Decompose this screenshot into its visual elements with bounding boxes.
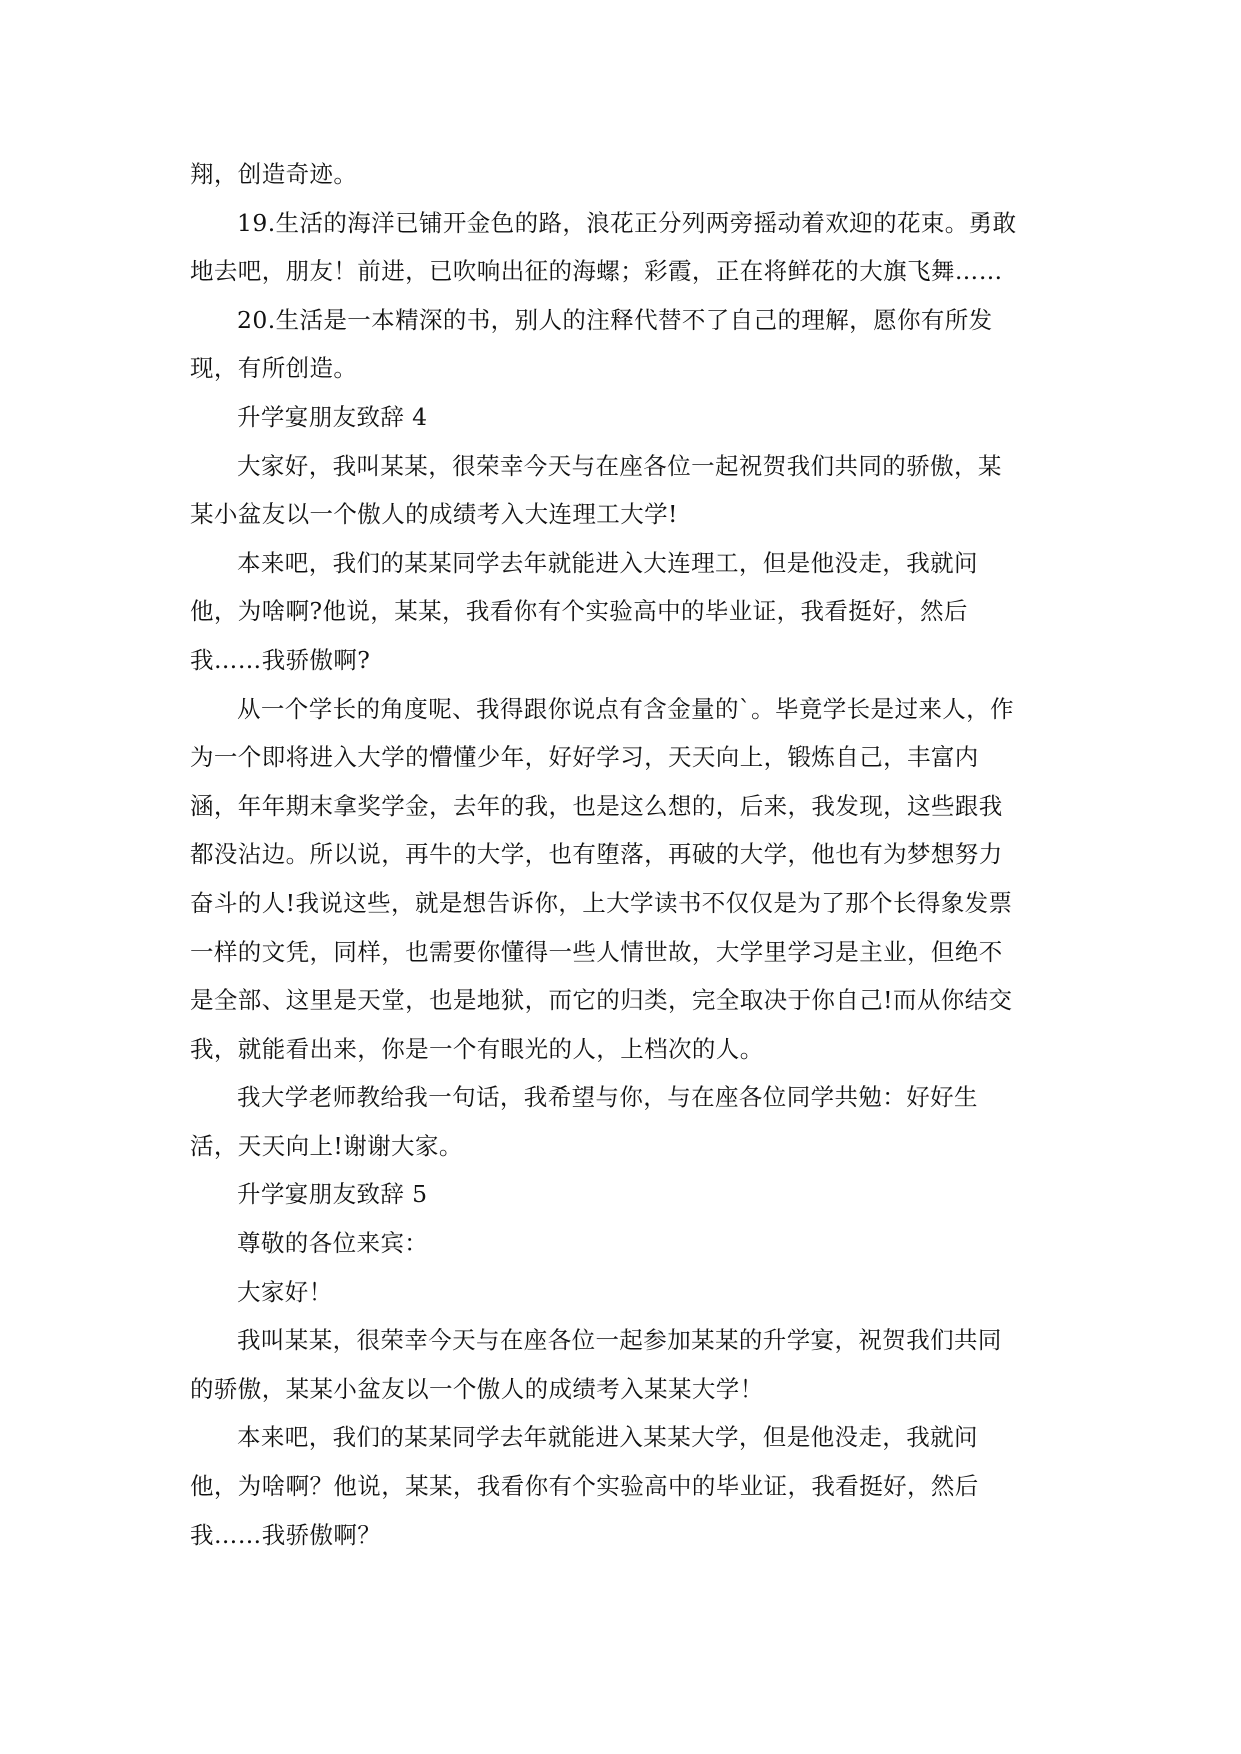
- text-line: 涵，年年期末拿奖学金，去年的我，也是这么想的，后来，我发现，这些跟我: [190, 791, 1003, 820]
- text-line: 我……我骄傲啊?: [190, 645, 371, 674]
- text-line: 现，有所创造。: [190, 354, 358, 383]
- text-line: 我，就能看出来，你是一个有眼光的人，上档次的人。: [190, 1034, 764, 1063]
- text-line: 一样的文凭，同样，也需要你懂得一些人情世故，大学里学习是主业，但绝不: [190, 937, 1003, 966]
- text-line: 升学宴朋友致辞 4: [237, 402, 428, 431]
- text-line: 他，为啥啊？他说，某某，我看你有个实验高中的毕业证，我看挺好，然后: [190, 1472, 979, 1501]
- text-line: 的骄傲，某某小盆友以一个傲人的成绩考入某某大学！: [190, 1374, 764, 1403]
- text-line: 我……我骄傲啊？: [190, 1520, 382, 1549]
- text-line: 某小盆友以一个傲人的成绩考入大连理工大学!: [190, 500, 678, 529]
- text-line: 本来吧，我们的某某同学去年就能进入某某大学，但是他没走，我就问: [237, 1423, 978, 1452]
- text-line: 19.生活的海洋已铺开金色的路，浪花正分列两旁摇动着欢迎的花束。勇敢: [237, 208, 1017, 237]
- text-line: 尊敬的各位来宾：: [237, 1229, 429, 1258]
- text-line: 地去吧，朋友！前进，已吹响出征的海螺；彩霞，正在将鲜花的大旗飞舞……: [190, 257, 1003, 286]
- text-line: 奋斗的人!我说这些，就是想告诉你，上大学读书不仅仅是为了那个长得象发票: [190, 888, 1013, 917]
- text-line: 大家好！: [237, 1277, 333, 1306]
- text-line: 从一个学长的角度呢、我得跟你说点有含金量的`。毕竟学长是过来人，作: [237, 694, 1014, 723]
- text-line: 是全部、这里是天堂，也是地狱，而它的归类，完全取决于你自己!而从你结交: [190, 986, 1013, 1015]
- text-line: 翔，创造奇迹。: [190, 160, 358, 188]
- text-line: 我大学老师教给我一句话，我希望与你，与在座各位同学共勉：好好生: [237, 1083, 978, 1112]
- text-line: 大家好，我叫某某，很荣幸今天与在座各位一起祝贺我们共同的骄傲，某: [237, 451, 1002, 480]
- text-line: 活，天天向上!谢谢大家。: [190, 1131, 463, 1160]
- text-line: 本来吧，我们的某某同学去年就能进入大连理工，但是他没走，我就问: [237, 548, 978, 577]
- text-line: 为一个即将进入大学的懵懂少年，好好学习，天天向上，锻炼自己，丰富内: [190, 743, 979, 772]
- text-line: 我叫某某，很荣幸今天与在座各位一起参加某某的升学宴，祝贺我们共同: [237, 1326, 1002, 1355]
- text-line: 20.生活是一本精深的书，别人的注释代替不了自己的理解，愿你有所发: [237, 305, 993, 334]
- document-body: [190, 150, 1052, 1559]
- text-line: 升学宴朋友致辞 5: [237, 1180, 428, 1209]
- text-line: 他，为啥啊?他说，某某，我看你有个实验高中的毕业证，我看挺好，然后: [190, 597, 968, 626]
- text-line: 都没沾边。所以说，再牛的大学，也有堕落，再破的大学，他也有为梦想努力: [190, 840, 1003, 869]
